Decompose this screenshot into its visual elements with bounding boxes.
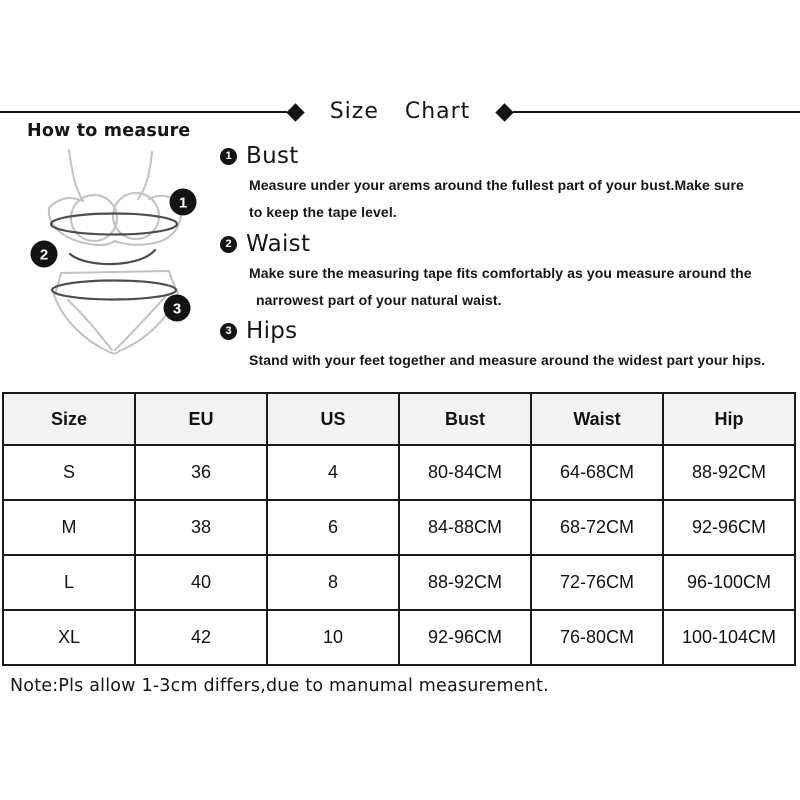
section-bust-line-1: Measure under your arems around the fullest part of your bust.Make sure — [249, 177, 744, 193]
bikini-top-strap-right — [138, 152, 152, 199]
table-cell: 42 — [135, 610, 267, 665]
bikini-bottom-leg-left — [68, 300, 112, 350]
table-cell: 76-80CM — [531, 610, 663, 665]
table-cell: 40 — [135, 555, 267, 610]
table-cell: 92-96CM — [663, 500, 795, 555]
table-cell: 88-92CM — [399, 555, 531, 610]
measurement-note: Note:Pls allow 1-3cm differs,due to manumal measurement. — [10, 676, 549, 696]
diamond-icon — [286, 103, 304, 121]
title-rule-right — [513, 111, 800, 113]
badge-3-icon: 3 — [220, 323, 237, 340]
section-waist-title: Waist — [246, 231, 311, 257]
diagram-badge-2-number: 2 — [39, 246, 49, 264]
table-cell: 84-88CM — [399, 500, 531, 555]
hip-tape-line — [52, 281, 176, 300]
table-cell: 4 — [267, 445, 399, 500]
table-cell: 36 — [135, 445, 267, 500]
bikini-top-wing-left — [49, 198, 83, 208]
section-waist-line-2: narrowest part of your natural waist. — [256, 292, 502, 308]
table-row-l — [3, 555, 795, 610]
diagram-badge-1-number: 1 — [178, 194, 188, 212]
badge-1-icon: 1 — [220, 148, 237, 165]
section-bust — [220, 143, 795, 226]
section-waist — [220, 231, 795, 314]
table-cell: 88-92CM — [663, 445, 795, 500]
section-waist-line-1: Make sure the measuring tape fits comfortably as you measure around the — [249, 265, 752, 281]
section-hips-line-1: Stand with your feet together and measure around the widest part your hips. — [249, 352, 766, 368]
table-cell: 38 — [135, 500, 267, 555]
section-bust-body — [249, 172, 795, 226]
table-cell: XL — [3, 610, 135, 665]
title-rule-left — [0, 111, 287, 113]
badge-2-icon: 2 — [220, 236, 237, 253]
header-cell-bust: Bust — [399, 393, 531, 445]
size-table — [2, 392, 796, 666]
section-bust-header — [220, 143, 795, 169]
table-cell: M — [3, 500, 135, 555]
diamond-icon — [496, 103, 514, 121]
header-cell-eu: EU — [135, 393, 267, 445]
table-cell: 96-100CM — [663, 555, 795, 610]
table-row-xl — [3, 610, 795, 665]
section-hips-title: Hips — [246, 318, 298, 344]
page-title: Size Chart — [329, 98, 471, 124]
table-cell: 100-104CM — [663, 610, 795, 665]
table-cell: 6 — [267, 500, 399, 555]
measurement-diagram — [28, 144, 206, 372]
table-cell: 64-68CM — [531, 445, 663, 500]
bikini-bottom-waistband-top — [61, 271, 169, 273]
section-bust-title: Bust — [246, 143, 299, 169]
bikini-bottom-leg-right — [115, 297, 165, 350]
table-cell: 68-72CM — [531, 500, 663, 555]
bikini-bottom-outline-left — [54, 295, 119, 353]
how-to-measure-heading: How to measure — [27, 121, 191, 141]
diagram-badge-3-number: 3 — [172, 300, 182, 318]
section-hips-header — [220, 318, 795, 344]
section-waist-header — [220, 231, 795, 257]
section-bust-line-2: to keep the tape level. — [249, 204, 397, 220]
table-cell: 80-84CM — [399, 445, 531, 500]
header-cell-waist: Waist — [531, 393, 663, 445]
table-cell: S — [3, 445, 135, 500]
size-table-header-row — [3, 393, 795, 445]
header-cell-hip: Hip — [663, 393, 795, 445]
table-cell: 92-96CM — [399, 610, 531, 665]
table-cell: 8 — [267, 555, 399, 610]
table-cell: L — [3, 555, 135, 610]
section-waist-body — [249, 260, 795, 314]
waist-tape-line — [70, 250, 155, 264]
table-cell: 72-76CM — [531, 555, 663, 610]
table-row-s — [3, 445, 795, 500]
header-cell-size: Size — [3, 393, 135, 445]
section-hips-body — [249, 347, 795, 374]
bikini-bottom-side-left — [54, 273, 61, 295]
table-cell: 10 — [267, 610, 399, 665]
bikini-top-strap-left — [69, 150, 83, 201]
bikini-top-band-right — [115, 204, 181, 245]
header-cell-us: US — [267, 393, 399, 445]
section-hips — [220, 318, 795, 374]
table-row-m — [3, 500, 795, 555]
